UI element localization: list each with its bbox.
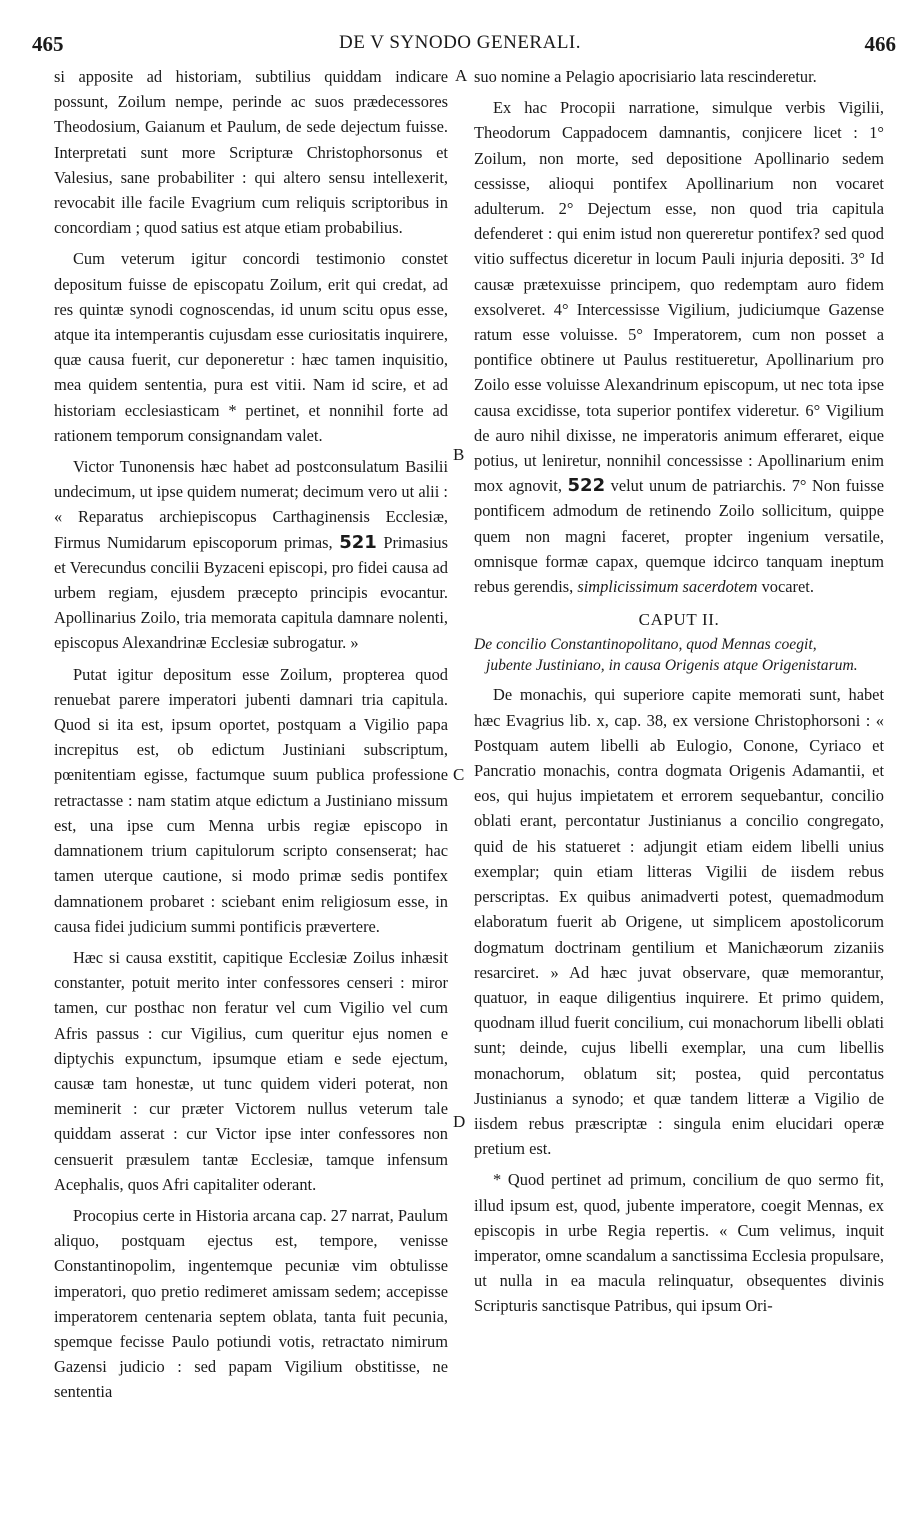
paragraph: Putat igitur depositum esse Zoilum, propterea quod renuebat parere imperatori jubenti damnari tria capitula. Quod si ita est, ipsum oportet, postquam a Vigilio papa increpitus est, ob edictum Justiniani subscriptum, pœnitentiam egisse, factumque suum publica professione retractasse : nam statim atque edictum a Justiniano missum est, una ipse cum Menna urbis regiæ episcopo in damnationem trium capitulorum scripto consenserat; hac tamen uterque cautione, si modo primæ sedis pontifex damnationem probaret : sciebant enim religiosum esse, in causa fidei judicium summi pontificis prævertere.	[54, 664, 448, 936]
paragraph-text: velut unum de patriarchis. 7° Non fuisse pontificem admodum de retinendo Zoilo sollicitum, quippe quem non magni faceret, propter ingenium versatile, omnisque formæ capax, quemque idcirco tanquam ineptum rebus gerendis,	[474, 476, 885, 597]
margin-letter-c: C	[453, 765, 465, 784]
paragraph-text: vocaret.	[761, 577, 814, 597]
paragraph-text: Primasius et Verecundus concilii Byzaceni episcopi, pro fidei causa ad urbem regiam, ejusdem præcepto principis evocantur. Apollinarius Zoilo, tria memorata capitula damnare nolenti, episcopus Alexandrinæ Ecclesiæ subrogatur. »	[54, 532, 448, 653]
paragraph: Cum veterum igitur concordi testimonio constet depositum fuisse de episcopatu Zoilum, erit qui credat, ad res quintæ synodi cognoscendas, id unum scitu opus esse, atque ita intemperantis cujusdam esse curiositatis inquirere, quæ causa fuerit, cur deponeretur : hæc tamen inquisitio, mea quidem sententia, pura est vitii. Nam id scire, et ad historiam ecclesiasticam * pertinet, et nonnihil forte ad rationem temporum consignandam valet.	[54, 249, 448, 445]
margin-letter-a: A	[455, 66, 468, 85]
chapter-subtitle-line: jubente Justiniano, in causa Origenis atque Origenistarum.	[486, 657, 858, 675]
page-number-right: 466	[864, 32, 896, 56]
running-header	[0, 32, 920, 62]
paragraph: * Quod pertinet ad primum, concilium de quo sermo fit, illud ipsum est, quod, jubente imperatore, coegit Mennas, ex episcopis in urbe Regia repertis. « Cum velimus, inquit imperator, omne scandalum a sanctissima Ecclesia propulsare, ut nulla in ea macula relinquatur, obsequentes divinis Scripturis sanctisque Patribus, qui ipsum Ori-	[474, 1170, 884, 1316]
chapter-subtitle	[474, 634, 884, 676]
paragraph-text: Victor Tunonensis hæc habet ad postconsulatum Basilii undecimum, ut ipse quidem numerat; decimum vero ut alii : « Reparatus archiepiscopus Carthaginensis Ecclesiæ, Firmus Numidarum episcoporum primas,	[54, 457, 448, 552]
paragraph: suo nomine a Pelagio apocrisiario lata rescinderetur.	[474, 67, 817, 86]
paragraph	[54, 454, 448, 656]
margin-letter-d: D	[453, 1112, 466, 1131]
margin-letter-b: B	[453, 445, 465, 464]
paragraph-text: Ex hac Procopii narratione, simulque verbis Vigilii, Theodorum Cappadocem damnantis, conjicere licet : 1° Zoilum, non morte, sed depositione Apollinario sedem cessisse, alioqui pontifex Apollinarium non vocaret adulterum. 2° Dejectum esse, non quod tria capitula defenderet : qui enim istud non quereretur pontifex? sed quod vitio suffectus diceretur in locum Pauli injuria depositi. 3° Id causæ prætexuisse principem, quo redemptam auro fidem exsolveret. 4° Intercessisse Vigilium, judiciumque Gazense ratum esse voluisse. 5° Imperatorem, cum non posset a pontifice obtinere ut Paulus restitueretur, Apollinarium pro Zoilo esse voluisse Alexandrinum episcopum, ut nec tota ipse causa excidisse, tota superior pontifex videretur. 6° Vigilium de auro nihil dixisse, ne imperatoris animum efferaret, eique potius, ut leniretur, nonnihil concessisse : Apollinarium enim mox agnovit,	[474, 98, 884, 496]
column-number: 522	[567, 475, 606, 497]
running-title: DE V SYNODO GENERALI.	[338, 32, 582, 53]
paragraph: De monachis, qui superiore capite memorati sunt, habet hæc Evagrius lib. x, cap. 38, ex versione Christophorsoni : « Postquam autem libelli ab Eulogio, Conone, Cyriaco et Pancratio monachis, contra dogmata Origenis Adamantii, et eos, qui hujus impietatem et errorem sequebantur, concilio oblati erant, percontatur Justinianus a concilio congregato, quid de his statueret : adjungit etiam eidem libelli unius exemplar; quin etiam litteras Vigilii de iisdem rebus perscriptas. Ex quibus animadverti potest, quemadmodum elaboratum fuerit ab Origene, ut simplicem apostolicorum dogmatum doctrinam gentilium et Manichæorum zizaniis resarciret. » Ad hæc juvat observare, quæ memorantur, quatuor, in eaque diligentius inquirere. Et primo quidem, quodnam illud fuerit concilium, cui monachorum libelli oblati sunt; deinde, cujus libelli exemplar, una cum libellis monachorum, oblatum sit; postea, quid percontatus Justinianus a synodo; et quæ tandem litteræ a Vigilio de iisdem rebus præscriptæ : singula enim elucidari operæ pretium est.	[474, 685, 884, 1159]
paragraph	[474, 95, 884, 599]
emphasis-text: simplicissimum sacerdotem	[577, 577, 758, 597]
column-number: 521	[339, 531, 377, 553]
paragraph: Procopius certe in Historia arcana cap. 27 narrat, Paulum aliquo, postquam ejectus est, tempore, venisse Constantinopolim, ingentemque pecuniæ vim obtulisse imperatori, quo pretio redimeret amissam sedem; accepisse imperatorem centenaria septem oblata, tanta fuit pecunia, spemque fecisse Paulo potiundi votis, retractato nimirum Gazensi judicio : sed papam Vigilium obstitisse, ne sententia	[54, 1205, 448, 1402]
left-column	[54, 64, 448, 1405]
chapter-heading: CAPUT II.	[638, 610, 720, 630]
chapter-subtitle-line: De concilio Constantinopolitano, quod Mennas coegit,	[474, 636, 817, 654]
right-column	[474, 64, 884, 1319]
page-number-left: 465	[32, 32, 64, 56]
paragraph: si apposite ad historiam, subtilius quiddam indicare possunt, Zoilum nempe, perinde ac suos prædecessores Theodosium, Gaianum et Paulum, de sede dejectum fuisse. Interpretati sunt more Scripturæ Christophorsonus et Valesius, sane probabiliter : qui altero sensu intellexerit, revocabit ille facile Evagrium cum reliquis scriptoribus in concordiam ; quod satius est atque etiam probabilius.	[54, 67, 448, 238]
paragraph: Hæc si causa exstitit, capitique Ecclesiæ Zoilus inhæsit constanter, potuit merito inter confessores censeri : miror tamen, cur posthac non feratur vel cum Vigilio vel cum Afris passus : cur Vigilius, cum queritur ejus nomen e diptychis expunctum, ipsumque etiam e sede ejectum, causæ tam honestæ, ut tunc quidem videri poterat, non meminerit : cur præter Victorem nullus veterum tale quiddam asserat : cur Victor ipse inter confessores non censuerit præsulem tantæ Ecclesiæ, tamque infensum Acephalis, quos Afri capitaliter oderant.	[54, 947, 448, 1194]
